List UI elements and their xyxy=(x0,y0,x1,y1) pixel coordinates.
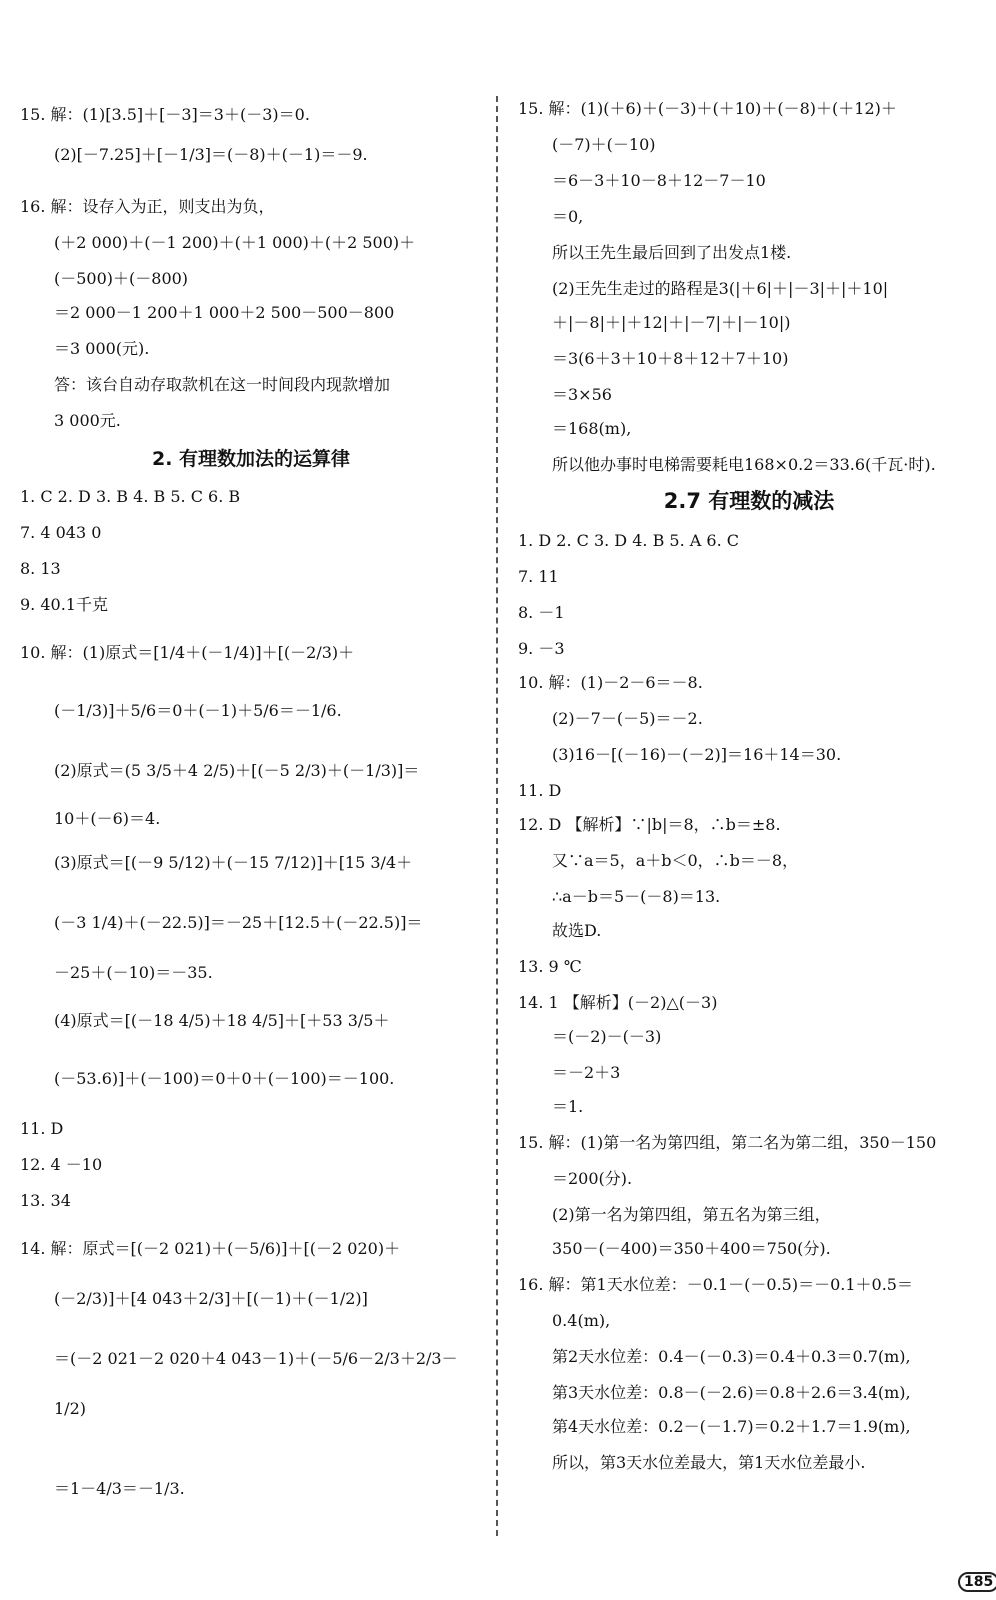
text-line: 故选D. xyxy=(552,921,602,940)
text-line: 16. 解：第1天水位差：－0.1－(－0.5)＝－0.1＋0.5＝ xyxy=(518,1275,913,1294)
text-line: (2)原式＝(5 3/5＋4 2/5)＋[(－5 2/3)＋(－1/3)]＝ xyxy=(54,761,420,780)
text-line: ＝2 000－1 200＋1 000＋2 500－500－800 xyxy=(54,303,395,322)
text-line: 所以，第3天水位差最大，第1天水位差最小. xyxy=(552,1453,866,1472)
text-line: 第4天水位差：0.2－(－1.7)＝0.2＋1.7＝1.9(m), xyxy=(552,1417,911,1436)
text-line: ＋|－8|＋|＋12|＋|－7|＋|－10|) xyxy=(552,313,791,332)
text-line: 14. 解：原式＝[(－2 021)＋(－5/6)]＋[(－2 020)＋ xyxy=(20,1239,401,1258)
text-line: (＋2 000)＋(－1 200)＋(＋1 000)＋(＋2 500)＋ xyxy=(54,233,416,252)
text-line: 10＋(－6)＝4. xyxy=(54,809,161,828)
text-line: ＝6－3＋10－8＋12－7－10 xyxy=(552,171,766,190)
text-line: (3)原式＝[(－9 5/12)＋(－15 7/12)]＋[15 3/4＋ xyxy=(54,853,413,872)
text-line: (2)－7－(－5)＝－2. xyxy=(552,709,703,728)
text-line: ＝(－2)－(－3) xyxy=(552,1027,662,1046)
text-line: ＝(－2 021－2 020＋4 043－1)＋(－5/6－2/3＋2/3－ xyxy=(54,1349,458,1368)
text-line: ＝3×56 xyxy=(552,385,612,404)
text-line: ＝3 000(元). xyxy=(54,339,150,358)
text-line: 1/2) xyxy=(54,1399,86,1418)
text-line: 0.4(m), xyxy=(552,1311,611,1330)
text-line: －25＋(－10)＝－35. xyxy=(54,963,213,982)
text-line: 又∵a＝5，a＋b＜0，∴b＝－8， xyxy=(552,851,799,870)
text-line: 14. 1 【解析】(－2)△(－3) xyxy=(518,993,718,1012)
text-line: (－53.6)]＋(－100)＝0＋0＋(－100)＝－100. xyxy=(54,1069,395,1088)
text-line: (－3 1/4)＋(－22.5)]＝－25＋[12.5＋(－22.5)]＝ xyxy=(54,913,423,932)
text-line: 16. 解：设存入为正，则支出为负， xyxy=(20,197,275,216)
text-line: (－1/3)]＋5/6＝0＋(－1)＋5/6＝－1/6. xyxy=(54,701,342,720)
text-line: 7. 11 xyxy=(518,567,559,586)
text-line: 12. 4 －10 xyxy=(20,1155,103,1174)
text-line: 第2天水位差：0.4－(－0.3)＝0.4＋0.3＝0.7(m), xyxy=(552,1347,911,1366)
text-line: ＝200(分). xyxy=(552,1169,633,1188)
text-line: 答：该台自动存取款机在这一时间段内现款增加 xyxy=(54,375,391,394)
text-line: ∴a－b＝5－(－8)＝13. xyxy=(552,887,721,906)
text-line: ＝168(m), xyxy=(552,419,632,438)
page-number: 185 xyxy=(958,1572,996,1592)
text-line: 15. 解：(1)(＋6)＋(－3)＋(＋10)＋(－8)＋(＋12)＋ xyxy=(518,99,897,118)
text-line: 15. 解：(1)[3.5]＋[－3]＝3＋(－3)＝0. xyxy=(20,105,310,124)
text-line: (2)[－7.25]＋[－1/3]＝(－8)＋(－1)＝－9. xyxy=(54,145,368,164)
text-line: 13. 34 xyxy=(20,1191,71,1210)
text-line: ＝1. xyxy=(552,1097,584,1116)
text-line: 所以他办事时电梯需要耗电168×0.2＝33.6(千瓦·时). xyxy=(552,455,936,474)
text-line: 7. 4 043 0 xyxy=(20,523,102,542)
text-line: 11. D xyxy=(518,781,562,800)
text-line: (3)16－[(－16)－(－2)]＝16＋14＝30. xyxy=(552,745,842,764)
text-line: ＝1－4/3＝－1/3. xyxy=(54,1479,185,1498)
text-line: 9. －3 xyxy=(518,639,565,658)
text-line: 1. D 2. C 3. D 4. B 5. A 6. C xyxy=(518,531,739,550)
text-line: 8. 13 xyxy=(20,559,61,578)
text-line: ＝3(6＋3＋10＋8＋12＋7＋10) xyxy=(552,349,789,368)
text-line: 9. 40.1千克 xyxy=(20,595,108,614)
text-line: 3 000元. xyxy=(54,411,121,430)
text-line: ＝0, xyxy=(552,207,584,226)
text-line: 10. 解：(1)－2－6＝－8. xyxy=(518,673,703,692)
section-heading: 2. 有理数加法的运算律 xyxy=(151,448,351,470)
column-divider xyxy=(496,96,498,1536)
text-line: ＝－2＋3 xyxy=(552,1063,621,1082)
text-line: 350－(－400)＝350＋400＝750(分). xyxy=(552,1239,831,1258)
text-line: 1. C 2. D 3. B 4. B 5. C 6. B xyxy=(20,487,241,506)
text-line: 11. D xyxy=(20,1119,64,1138)
text-line: 第3天水位差：0.8－(－2.6)＝0.8＋2.6＝3.4(m), xyxy=(552,1383,911,1402)
text-line: (4)原式＝[(－18 4/5)＋18 4/5]＋[＋53 3/5＋ xyxy=(54,1011,390,1030)
text-line: (－500)＋(－800) xyxy=(54,269,189,288)
text-line: 15. 解：(1)第一名为第四组，第二名为第二组，350－150 xyxy=(518,1133,937,1152)
text-line: 10. 解：(1)原式＝[1/4＋(－1/4)]＋[(－2/3)＋ xyxy=(20,643,355,662)
text-line: 13. 9 ℃ xyxy=(518,957,582,976)
text-line: (2)王先生走过的路程是3(|＋6|＋|－3|＋|＋10| xyxy=(552,279,889,298)
text-line: 12. D 【解析】∵|b|＝8，∴b＝±8. xyxy=(518,815,781,834)
text-line: (－2/3)]＋[4 043＋2/3]＋[(－1)＋(－1/2)] xyxy=(54,1289,368,1308)
text-line: 8. －1 xyxy=(518,603,565,622)
text-line: (－7)＋(－10) xyxy=(552,135,656,154)
text-line: 所以王先生最后回到了出发点1楼. xyxy=(552,243,792,262)
text-line: (2)第一名为第四组，第五名为第三组， xyxy=(552,1205,831,1224)
section-heading: 2.7 有理数的减法 xyxy=(663,489,835,513)
